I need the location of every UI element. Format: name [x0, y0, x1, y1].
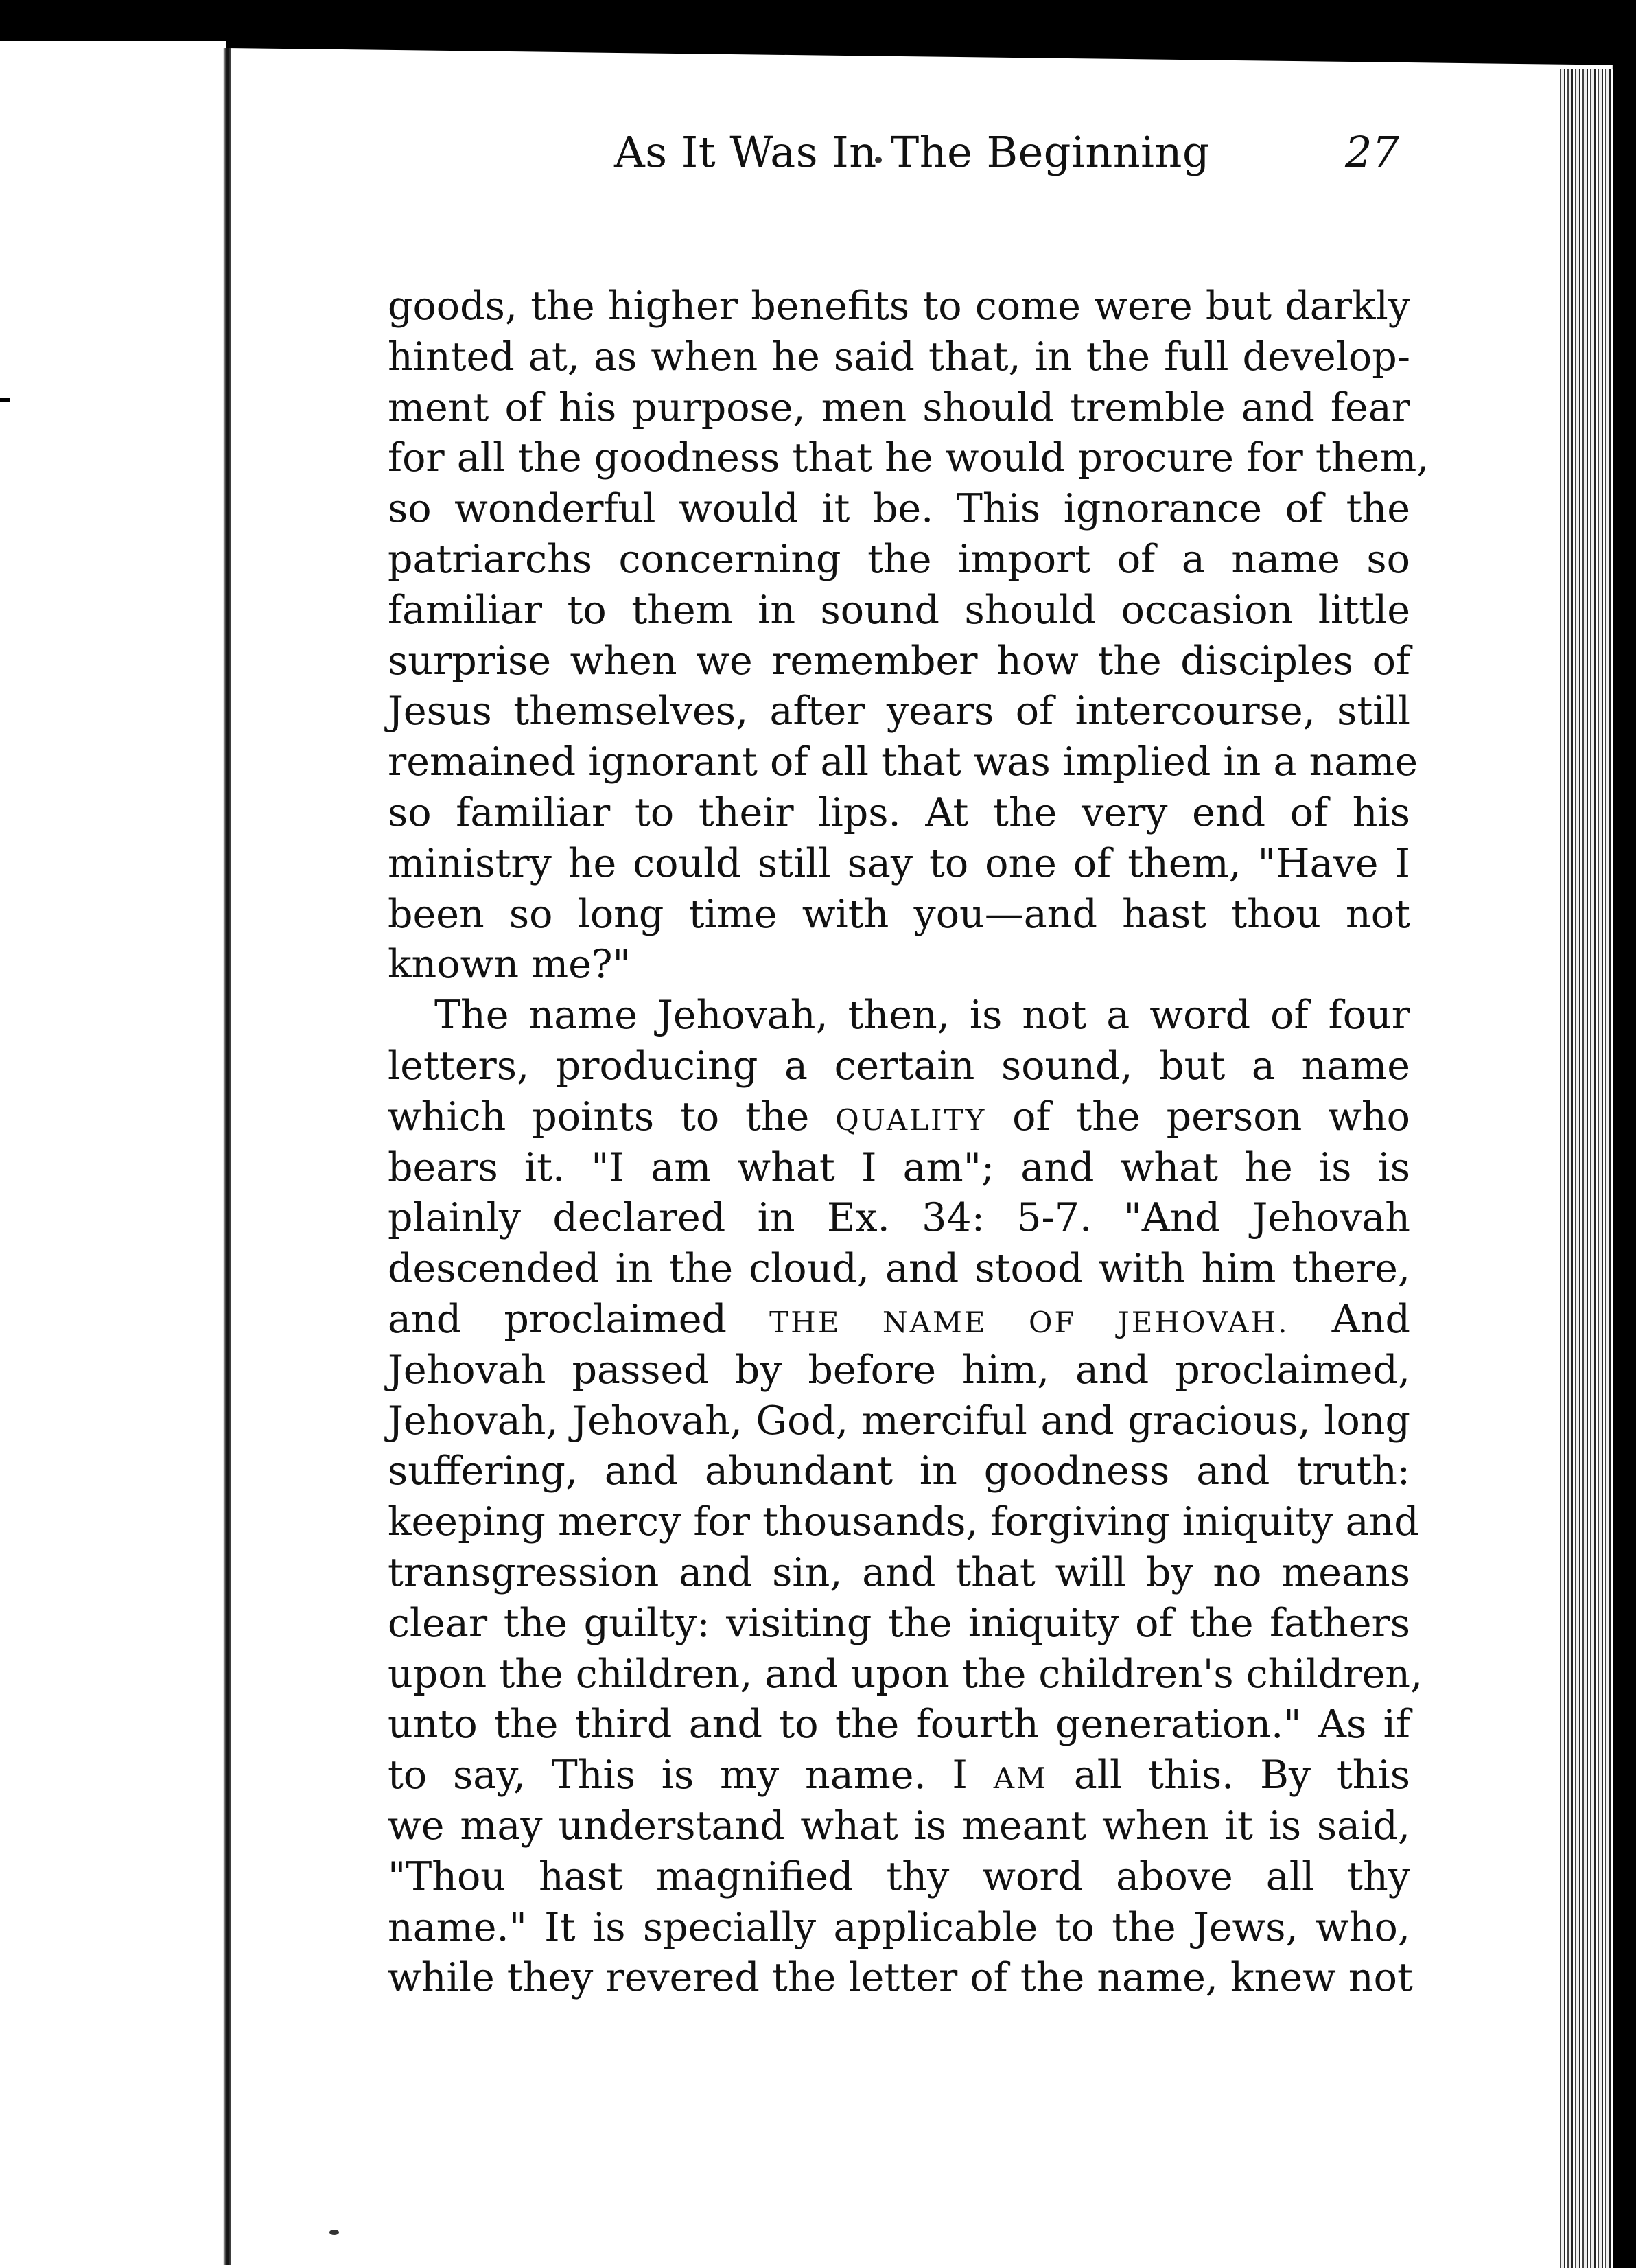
text-line: suffering, and abundant in goodness and truth: — [388, 1448, 1410, 1494]
small-caps-run: QUALITY — [835, 1102, 987, 1137]
text-line: so familiar to their lips. At the very end of his — [388, 789, 1410, 835]
text-line: we may understand what is meant when it is said, — [388, 1803, 1410, 1849]
running-title: As It Was In The Beginning — [614, 127, 1211, 177]
page-number: 27 — [1345, 127, 1399, 177]
text-line: letters, producing a certain sound, but a name — [388, 1043, 1410, 1089]
small-caps-run: AM — [993, 1761, 1049, 1796]
text-line — [388, 1092, 1410, 1143]
text-line: plainly declared in Ex. 34: 5-7. "And Jehovah — [388, 1195, 1410, 1241]
text-line: "Thou hast magnified thy word above all thy — [388, 1853, 1410, 1899]
text-line: unto the third and to the fourth generation." As if — [388, 1702, 1410, 1748]
text-run: And — [1289, 1296, 1411, 1342]
text-line: hinted at, as when he said that, in the full develop- — [388, 334, 1410, 380]
text-line: goods, the higher benefits to come were but darkly — [388, 284, 1410, 329]
text-line: clear the guilty: visiting the iniquity of the fathers — [388, 1600, 1410, 1646]
text-line: name." It is specially applicable to the Jews, who, — [388, 1904, 1410, 1950]
text-line: Jehovah, Jehovah, God, merciful and gracious, long — [388, 1398, 1410, 1444]
small-caps-run: THE NAME OF JEHOVAH. — [769, 1305, 1289, 1339]
text-run: and proclaimed — [388, 1296, 770, 1342]
text-line: known me?" — [388, 942, 631, 988]
left-margin — [0, 41, 226, 2268]
text-line: ment of his purpose, men should tremble and fear — [388, 384, 1410, 430]
text-run: all this. By this — [1048, 1752, 1410, 1798]
text-line: remained ignorant of all that was implied in a name — [388, 739, 1418, 785]
text-run: to say, This is my name. I — [388, 1752, 994, 1798]
text-line: been so long time with you—and hast thou not — [388, 891, 1410, 937]
text-line: for all the goodness that he would procure for them, — [388, 435, 1429, 481]
text-line: Jehovah passed by before him, and proclaimed, — [388, 1347, 1410, 1393]
text-line: keeping mercy for thousands, forgiving iniquity and — [388, 1499, 1419, 1545]
text-line: surprise when we remember how the disciples of — [388, 638, 1410, 684]
text-line: Jesus themselves, after years of intercourse, still — [388, 688, 1410, 734]
speck — [329, 2230, 339, 2235]
running-head — [388, 127, 1410, 202]
gutter-shadow — [223, 48, 231, 2265]
text-line: transgression and sin, and that will by no means — [388, 1549, 1410, 1595]
body-text — [388, 281, 1429, 2087]
text-run: of the person who — [986, 1094, 1410, 1139]
text-line: upon the children, and upon the children's children, — [388, 1651, 1423, 1697]
text-line: ministry he could still say to one of them, "Have I — [388, 840, 1410, 886]
text-line — [388, 1295, 1410, 1345]
text-line: familiar to them in sound should occasion little — [388, 587, 1410, 633]
margin-mark — [0, 398, 10, 402]
text-line: descended in the cloud, and stood with him there, — [388, 1246, 1410, 1292]
right-scan-border — [1613, 41, 1636, 2268]
text-line: bears it. "I am what I am"; and what he is is — [388, 1144, 1410, 1190]
text-run: which points to the — [388, 1094, 836, 1139]
text-line: while they revered the letter of the name, knew not — [388, 1955, 1413, 2001]
text-line — [388, 1750, 1410, 1801]
text-line: so wonderful would it be. This ignorance of the — [388, 486, 1410, 532]
text-line: patriarchs concerning the import of a name so — [388, 536, 1410, 582]
text-line: The name Jehovah, then, is not a word of four — [434, 993, 1410, 1039]
